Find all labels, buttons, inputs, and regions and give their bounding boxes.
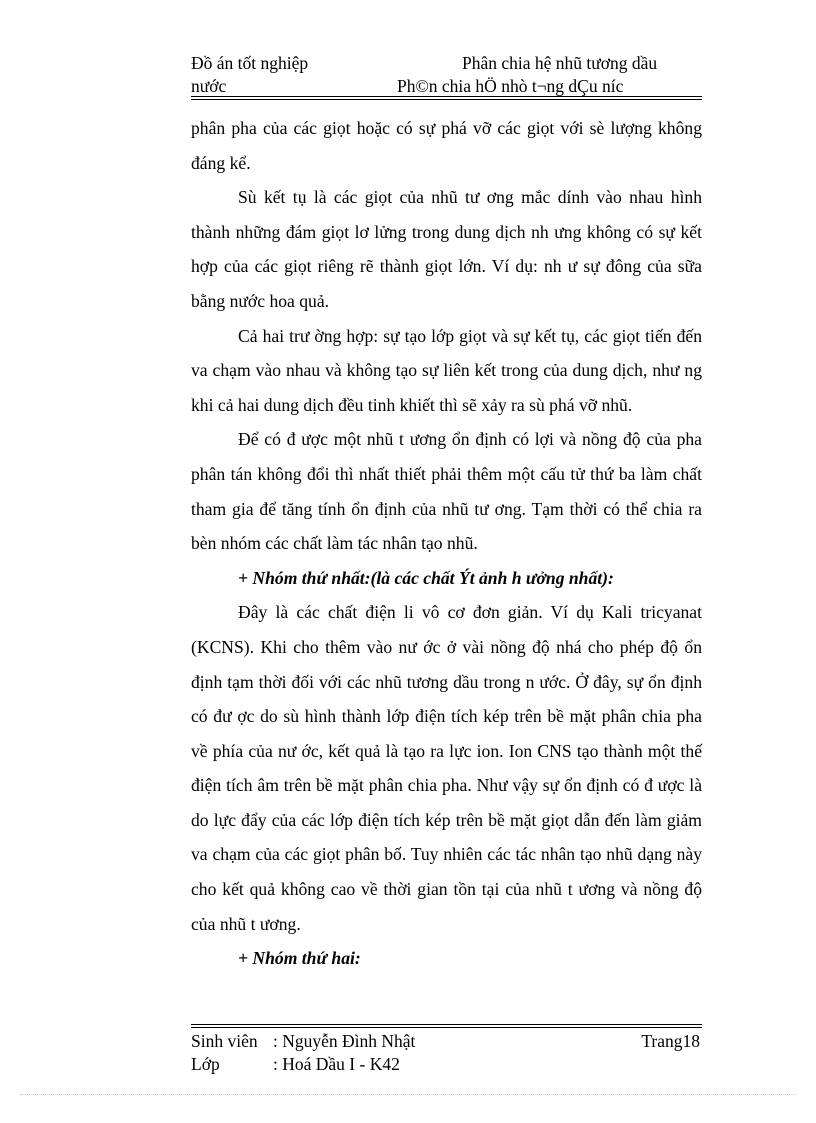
footer-student-name: : Nguyễn Đình Nhật [273, 1031, 416, 1051]
footer-class-row [191, 1053, 702, 1076]
header-document-title: Phân chia hệ nhũ tương dầu [462, 53, 658, 73]
page-bottom-dotted-border [20, 1094, 796, 1095]
body-paragraph: Sù kết tụ là các giọt của nhũ tư ơng mắc dính vào nhau hình thành những đám giọt lơ lửng trong dung dịch nh ưng không có sự kết hợp của các giọt riêng rẽ thành giọt lớn. Ví dụ: nh ư sự đông của sữa bằng nước hoa quả. [191, 187, 702, 311]
header-document-type: Đồ án tốt nghiệp [191, 53, 309, 73]
section-heading-group-one: + Nhóm thứ nhất:(là các chất Ýt ảnh h ưởng nhất): [238, 567, 614, 588]
page-number: Trang18 [641, 1031, 700, 1051]
page-header [191, 53, 702, 99]
footer-class-name: : Hoá Dầu I - K42 [273, 1054, 400, 1074]
footer-rule-top [191, 1024, 702, 1025]
footer-student-label: Sinh viên [191, 1031, 258, 1051]
header-rule-top [191, 96, 702, 97]
body-paragraph: Đây là các chất điện li vô cơ đơn giản. Ví dụ Kali tricyanat (KCNS). Khi cho thêm vào nư ớc ở vài nồng độ nhá cho phép độ ổn định tạm thời đối với các nhũ tương dầu trong n ước. Ở đây, sự ổn định có đư ợc do sù hình thành lớp điện tích kép trên bề mặt phân chia pha về phía của nư ớc, kết quả là tạo ra lực ion. Ion CNS tạo thành một thế điện tích âm trên bề mặt phân chia pha. Như vậy sự ổn định có đ ược là do lực đẩy của các lớp điện tích kép trên bề mặt giọt dẫn đến làm giảm va chạm của các giọt phân bố. Tuy nhiên các tác nhân tạo nhũ dạng này cho kết quả không cao về thời gian tồn tại của nhũ t ương và nồng độ của nhũ t ương. [191, 602, 702, 934]
body-paragraph: Cả hai trư ờng hợp: sự tạo lớp giọt và sự kết tụ, các giọt tiến đến va chạm vào nhau và không tạo sự liên kết trong của dung dịch, như ng khi cả hai dung dịch đều tinh khiết thì sẽ xảy ra sù phá vỡ nhũ. [191, 325, 702, 415]
body-paragraph: Để có đ ược một nhũ t ương ổn định có lợi và nồng độ của pha phân tán không đổi thì nhất thiết phải thêm một cấu tử thứ ba làm chất tham gia để tăng tính ổn định của nhũ tư ơng. Tạm thời có thể chia ra bèn nhóm các chất làm tác nhân tạo nhũ. [191, 429, 702, 554]
footer-class-label: Lớp [191, 1054, 220, 1074]
body-paragraph: phân pha của các giọt hoặc có sự phá vỡ các giọt với sè lượng không đáng kể. [191, 118, 702, 173]
footer-rule-bottom [191, 1027, 702, 1028]
header-document-title-continued: nước [191, 76, 227, 96]
footer-student-row [191, 1030, 702, 1053]
section-heading-group-two: + Nhóm thứ hai: [238, 948, 361, 969]
document-body [191, 111, 702, 976]
page-footer [191, 1030, 702, 1076]
header-running-title: Ph©n chia hÖ nhò t¬ng dÇu níc [397, 76, 624, 96]
header-rule-bottom [191, 99, 702, 100]
